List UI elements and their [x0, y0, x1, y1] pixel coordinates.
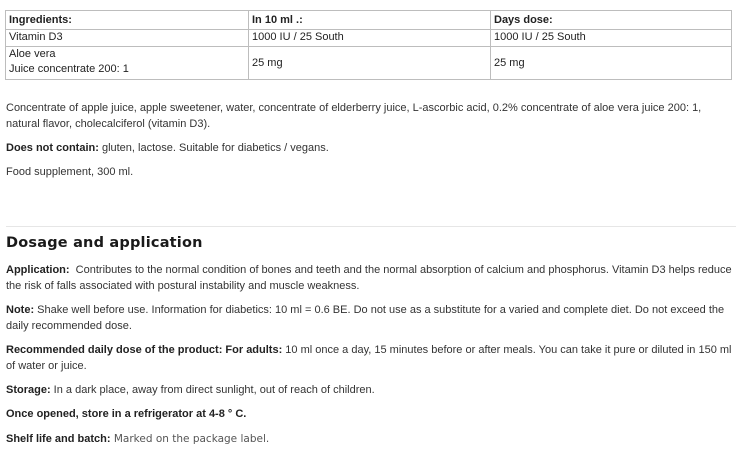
ingredient-detail: Juice concentrate 200: 1	[9, 63, 129, 75]
table-header-row	[6, 11, 732, 30]
food-supplement-text: Food supplement, 300 ml.	[6, 166, 134, 178]
recommended-dose-paragraph	[6, 342, 736, 374]
note-paragraph	[6, 302, 736, 334]
composition-text: Concentrate of apple juice, apple sweetener, water, concentrate of elderberry juice, L-ascorbic acid, 0.2% concentrate of aloe vera juice 200: 1, natural flavor, cholecalciferol (vitamin D3).	[6, 102, 702, 130]
storage-paragraph	[6, 382, 736, 398]
note-label: Note:	[6, 304, 35, 316]
once-opened-paragraph	[6, 406, 736, 422]
storage-text: In a dark place, away from direct sunlight, out of reach of children.	[50, 384, 375, 396]
application-paragraph	[6, 262, 736, 294]
application-label: Application:	[6, 264, 70, 276]
table-row	[6, 30, 732, 47]
application-text: Contributes to the normal condition of bones and teeth and the normal absorption of calcium and phosphorus. Vitamin D3 helps reduce the risk of falls associated with postural instability and muscle weakness.	[6, 264, 735, 292]
section-title: Dosage and application	[6, 235, 203, 251]
cell-in-10ml: 25 mg	[249, 47, 491, 80]
ingredient-name: Aloe vera	[9, 48, 56, 60]
once-opened-text: Once opened, store in a refrigerator at 4-8 ° C.	[6, 408, 247, 420]
shelf-life-label: Shelf life and batch:	[6, 433, 111, 445]
recommended-dose-label: Recommended daily dose of the product: For adults:	[6, 344, 283, 356]
section-divider	[6, 226, 736, 227]
cell-day-dose: 1000 IU / 25 South	[491, 30, 732, 47]
note-text: Shake well before use. Information for diabetics: 10 ml = 0.6 BE. Do not use as a substitute for a varied and complete diet. Do not exceed the daily recommended dose.	[6, 304, 725, 332]
table-row	[6, 47, 732, 80]
cell-ingredient: Vitamin D3	[6, 30, 249, 47]
cell-in-10ml: 1000 IU / 25 South	[249, 30, 491, 47]
not-contain-label: Does not contain:	[6, 142, 99, 154]
ingredients-table	[5, 10, 732, 80]
header-ingredients: Ingredients:	[6, 11, 249, 30]
header-day-dose: Days dose:	[491, 11, 732, 30]
cell-day-dose: 25 mg	[491, 47, 732, 80]
storage-label: Storage:	[6, 384, 51, 396]
recommended-dose-text: 10 ml once a day, 15 minutes before or after meals. You can take it pure or diluted in 150 ml of water or juice.	[6, 344, 732, 372]
shelf-life-paragraph	[6, 431, 736, 447]
not-contain-text: gluten, lactose. Suitable for diabetics / vegans.	[98, 142, 329, 154]
not-contain-paragraph	[6, 140, 736, 156]
shelf-life-text: Marked on the package label.	[110, 433, 270, 445]
header-in-10ml: In 10 ml .:	[249, 11, 491, 30]
cell-ingredient	[6, 47, 249, 80]
